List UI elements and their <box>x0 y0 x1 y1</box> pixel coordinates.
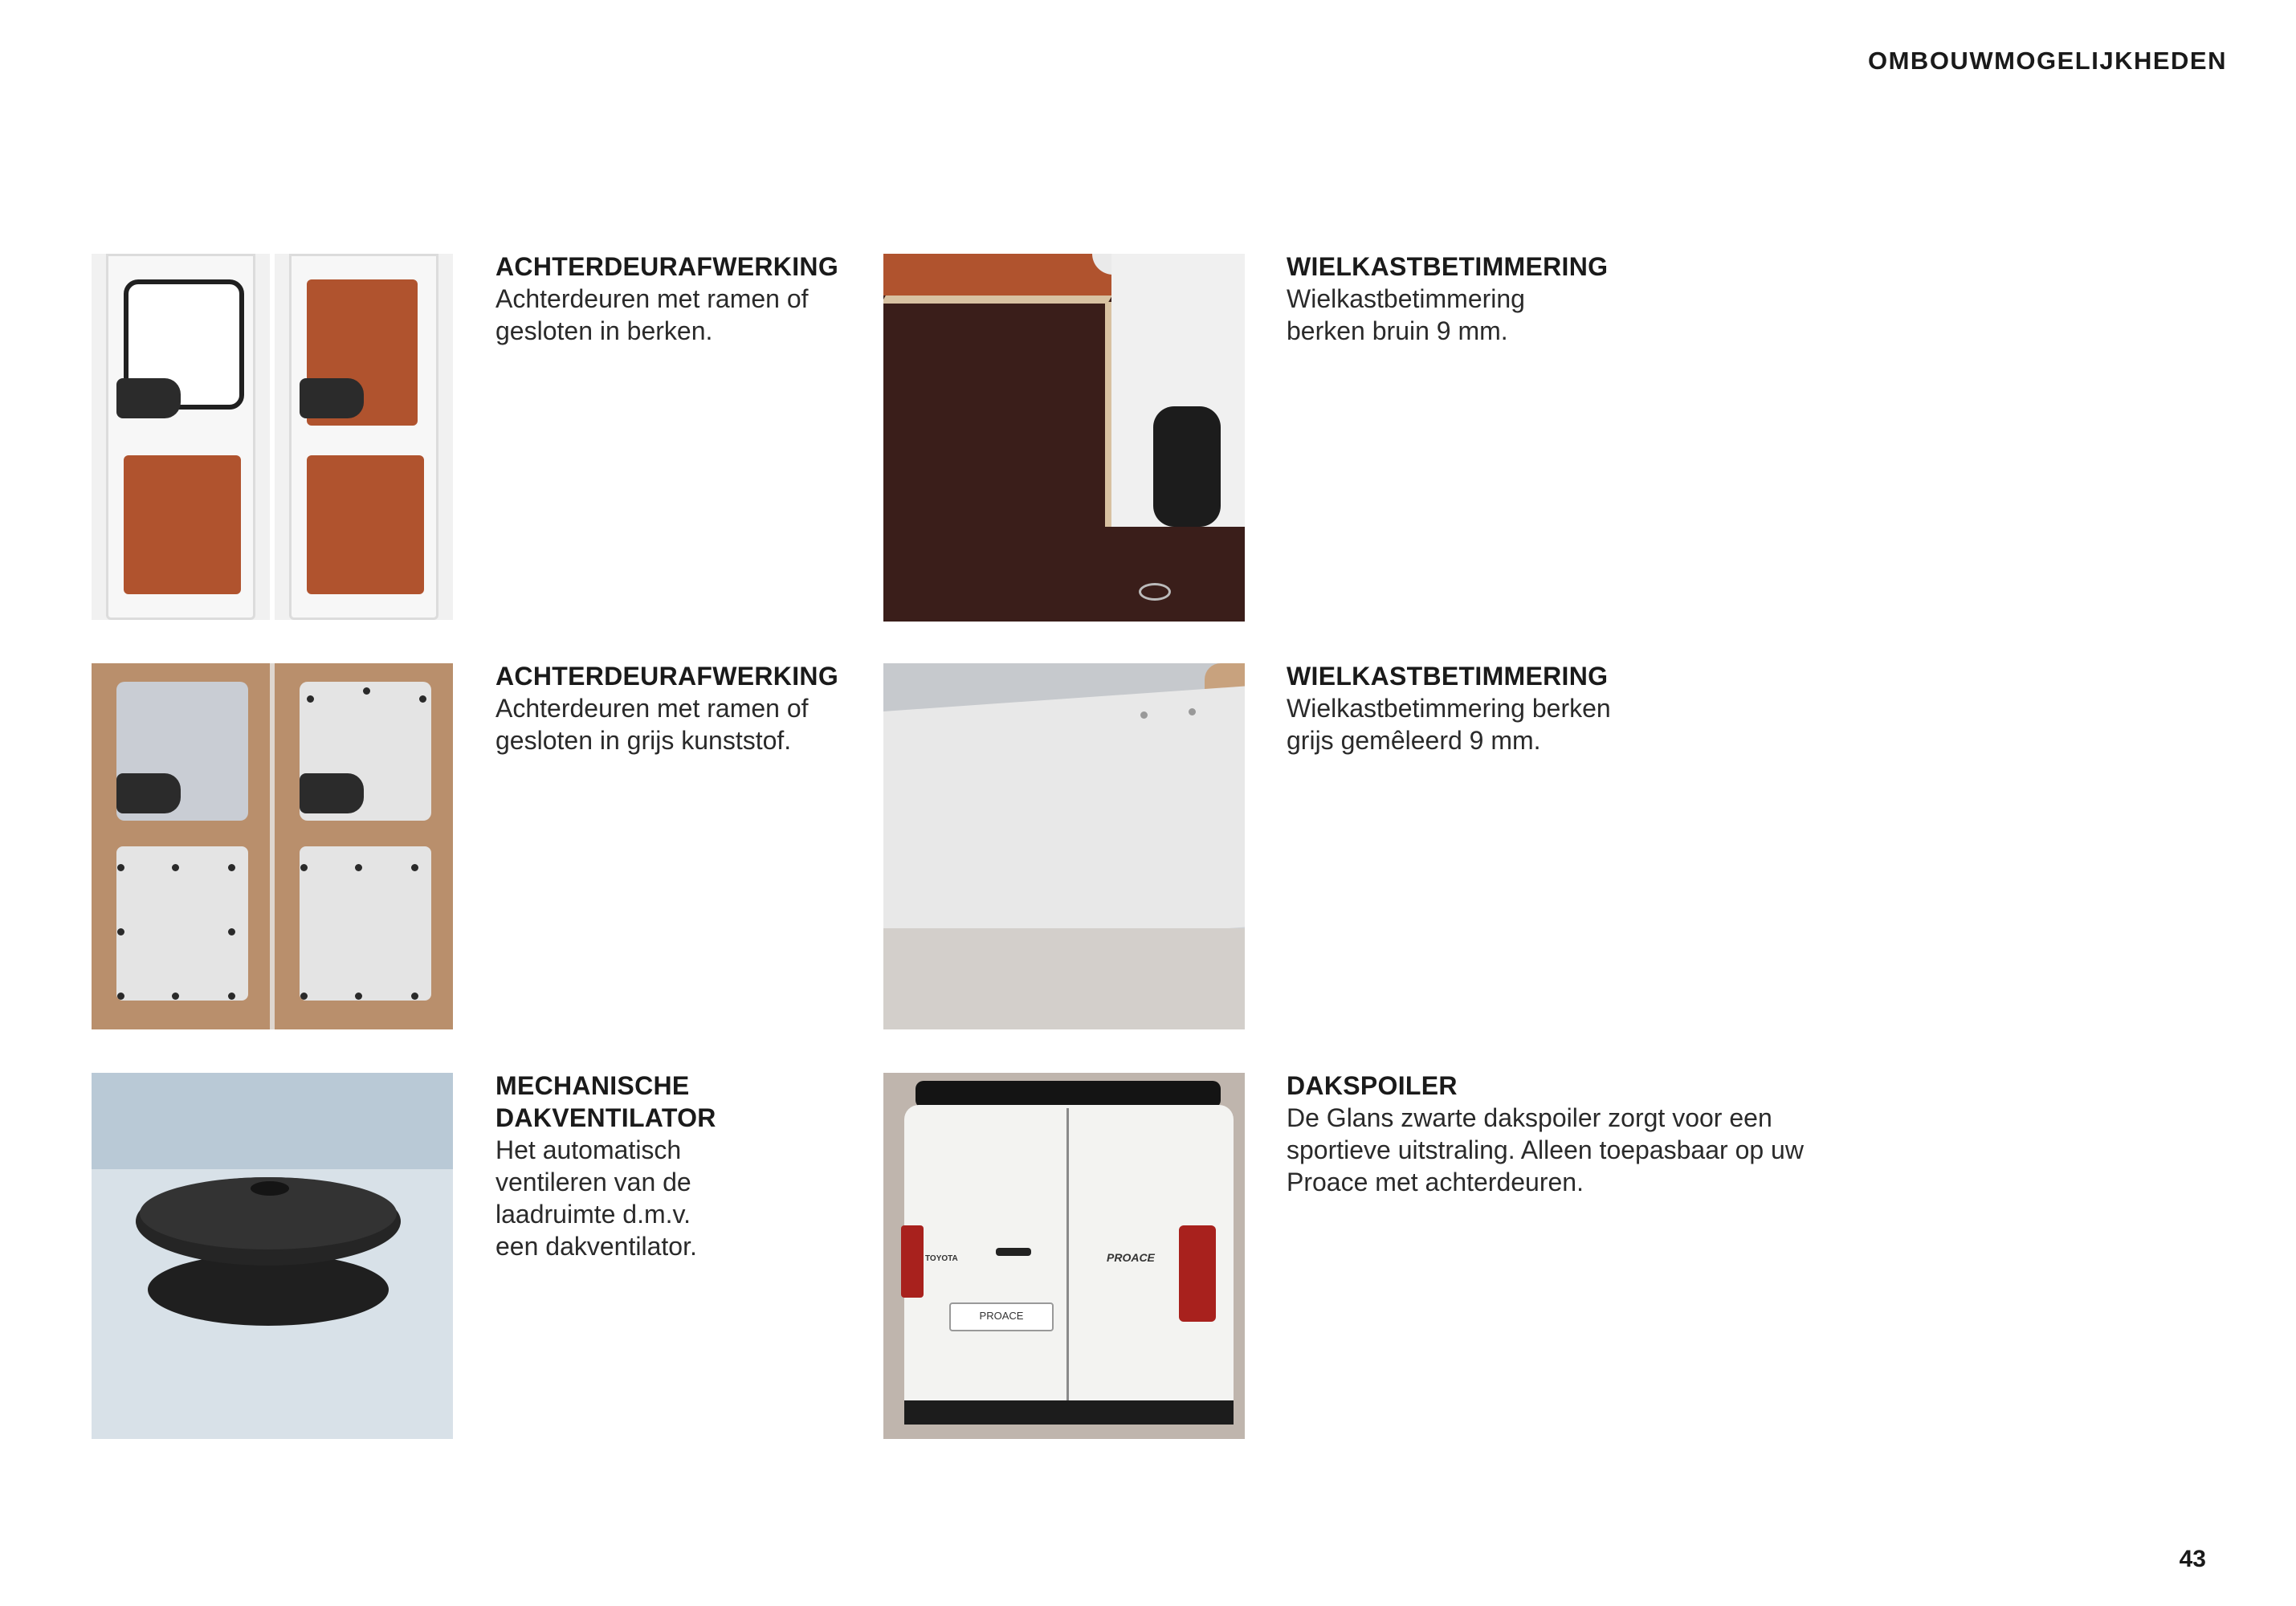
license-plate: PROACE <box>949 1302 1054 1331</box>
roof-spoiler-image <box>883 1073 1245 1439</box>
item-description: Het automatisch ventileren van de laadruimte d.m.v. een dakventilator. <box>495 1135 697 1261</box>
item-title: WIELKASTBETIMMERING <box>1287 252 1609 281</box>
item-description: Wielkastbetimmering berken grijs gemêleerd 9 mm. <box>1287 694 1611 755</box>
van-model-badge: PROACE <box>1107 1251 1155 1264</box>
rear-door-birch-image <box>92 254 453 620</box>
van-brand-label: TOYOTA <box>925 1254 958 1263</box>
page-number: 43 <box>2179 1546 2206 1572</box>
item-title: DAKSPOILER <box>1287 1071 1458 1100</box>
item-description: De Glans zwarte dakspoiler zorgt voor een sportieve uitstraling. Alleen toepasbaar op uw Proace met achterdeuren. <box>1287 1103 1804 1196</box>
roof-ventilator-image <box>92 1073 453 1439</box>
item-title: ACHTERDEURAFWERKING <box>495 662 839 691</box>
item-title: ACHTERDEURAFWERKING <box>495 252 839 281</box>
item-description: Achterdeuren met ramen of gesloten in grijs kunststof. <box>495 694 809 755</box>
section-title: OMBOUWMOGELIJKHEDEN <box>1868 47 2227 75</box>
item-title: WIELKASTBETIMMERING <box>1287 662 1609 691</box>
item-description: Achterdeuren met ramen of gesloten in berken. <box>495 284 809 345</box>
item-description: Wielkastbetimmering berken bruin 9 mm. <box>1287 284 1525 345</box>
wheel-arch-grey-image <box>883 663 1245 1029</box>
rear-door-grey-image <box>92 663 453 1029</box>
item-title: MECHANISCHE DAKVENTILATOR <box>495 1071 716 1132</box>
wheel-arch-brown-image <box>883 254 1245 622</box>
